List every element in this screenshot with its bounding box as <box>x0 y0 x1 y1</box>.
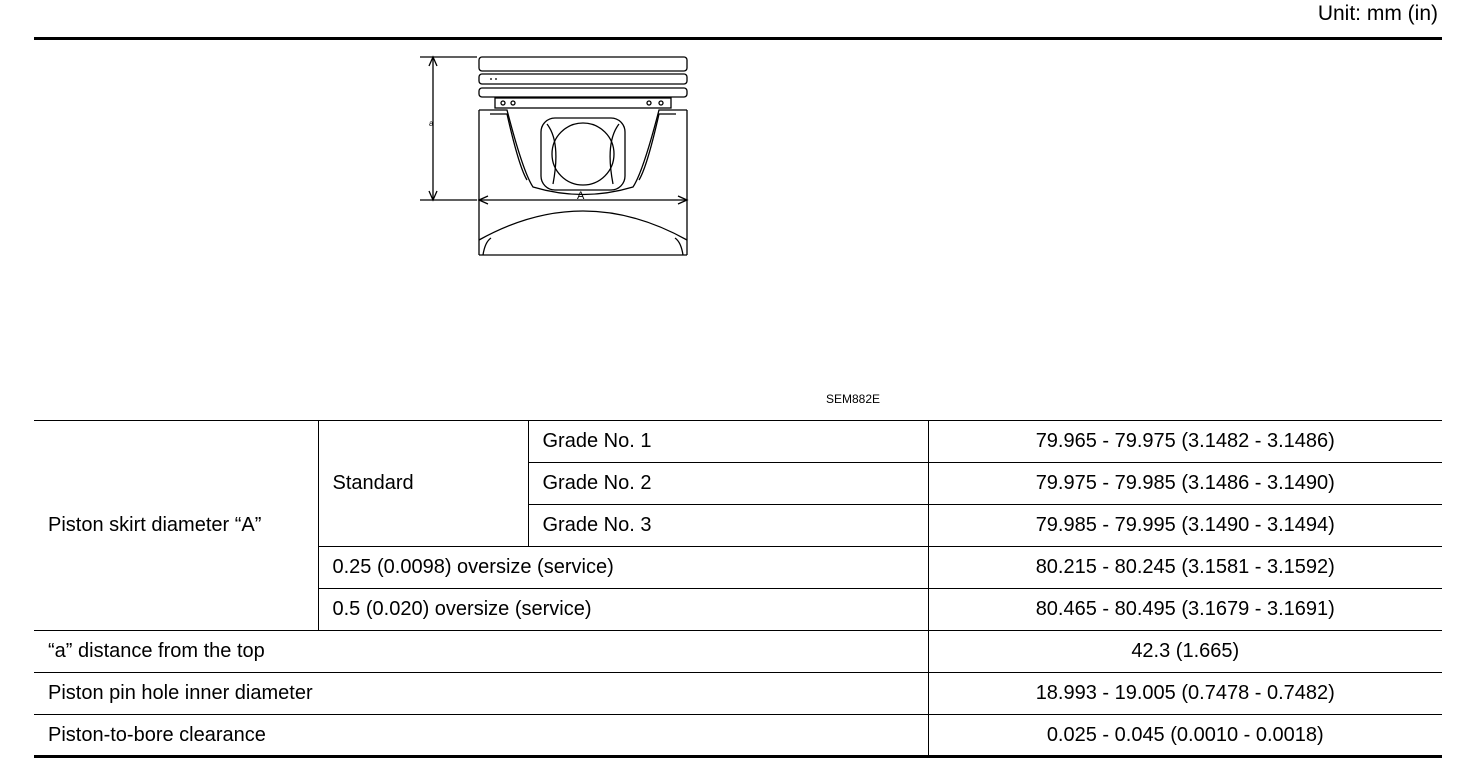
top-rule <box>34 37 1442 40</box>
piston-ring-1 <box>479 57 687 71</box>
row-value: 0.025 - 0.045 (0.0010 - 0.0018) <box>928 715 1442 757</box>
figure-code: SEM882E <box>826 392 881 406</box>
table-row <box>34 715 1442 757</box>
row-label: Piston-to-bore clearance <box>34 715 928 757</box>
label-a-lower: a <box>429 119 434 128</box>
unit-label: Unit: mm (in) <box>1317 2 1438 25</box>
skirt-diameter-label: Piston skirt diameter “A” <box>34 421 318 631</box>
piston-ring-3 <box>479 88 687 97</box>
row-value: 18.993 - 19.005 (0.7478 - 0.7482) <box>928 673 1442 715</box>
standard-label: Standard <box>318 421 528 547</box>
oversize-label: 0.5 (0.020) oversize (service) <box>318 589 928 631</box>
piston-ring-2 <box>479 74 687 84</box>
table-row <box>34 421 1442 463</box>
piston-spec-table <box>34 420 1442 758</box>
oversize-label: 0.25 (0.0098) oversize (service) <box>318 547 928 589</box>
table-row <box>34 631 1442 673</box>
row-value: 42.3 (1.665) <box>928 631 1442 673</box>
grade-value: 79.985 - 79.995 (3.1490 - 3.1494) <box>928 505 1442 547</box>
grade-label: Grade No. 1 <box>528 421 928 463</box>
label-A-upper: A <box>577 190 585 202</box>
pin-hole <box>552 123 614 185</box>
oversize-value: 80.465 - 80.495 (3.1679 - 3.1691) <box>928 589 1442 631</box>
grade-label: Grade No. 3 <box>528 505 928 547</box>
grade-value: 79.975 - 79.985 (3.1486 - 3.1490) <box>928 463 1442 505</box>
row-label: “a” distance from the top <box>34 631 928 673</box>
row-label: Piston pin hole inner diameter <box>34 673 928 715</box>
table-row <box>34 673 1442 715</box>
grade-label: Grade No. 2 <box>528 463 928 505</box>
piston-diagram <box>415 52 695 267</box>
oversize-value: 80.215 - 80.245 (3.1581 - 3.1592) <box>928 547 1442 589</box>
grade-value: 79.965 - 79.975 (3.1482 - 3.1486) <box>928 421 1442 463</box>
